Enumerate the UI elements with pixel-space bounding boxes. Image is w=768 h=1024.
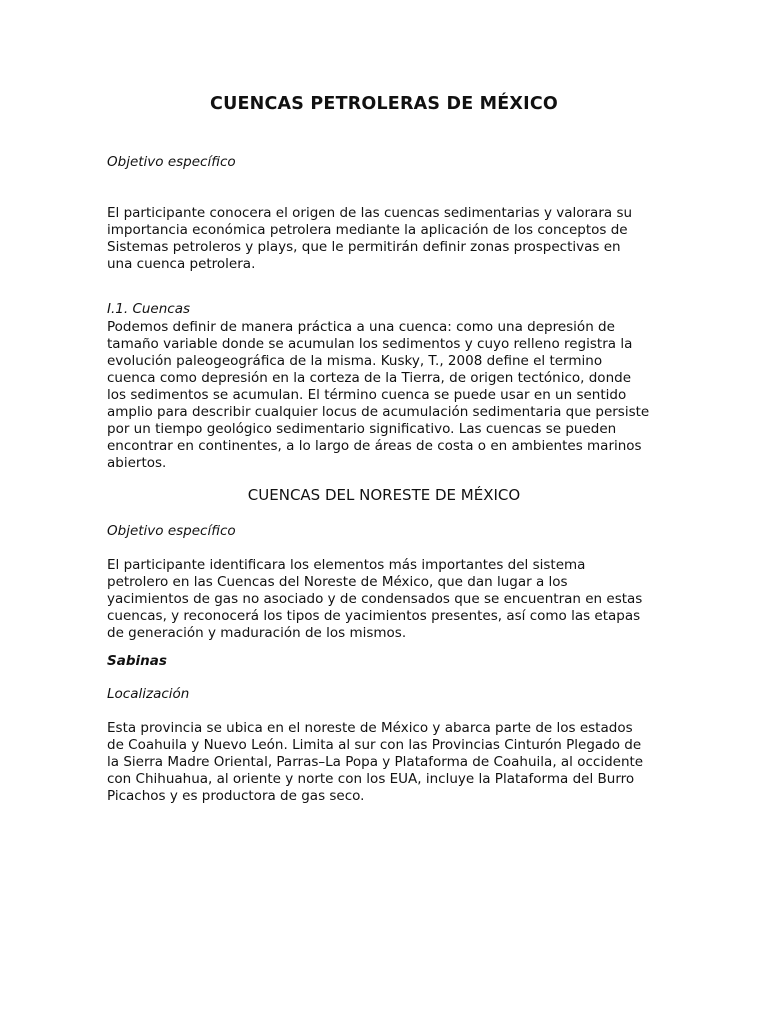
paragraph-line: por un tiempo geológico sedimentario significativo. Las cuencas se pueden — [107, 421, 617, 437]
paragraph-line: abiertos. — [107, 455, 167, 471]
localizacion-paragraph — [107, 720, 667, 805]
section-subtitle: CUENCAS DEL NORESTE DE MÉXICO — [247, 486, 521, 504]
paragraph-line: amplio para describir cualquier locus de acumulación sedimentaria que persiste — [107, 404, 650, 420]
sabinas-heading: Sabinas — [107, 653, 167, 669]
objective-label-2: Objetivo específico — [107, 523, 236, 539]
document-title: CUENCAS PETROLERAS DE MÉXICO — [210, 94, 558, 114]
paragraph-line: cuenca como depresión en la corteza de la Tierra, de origen tectónico, donde — [107, 370, 631, 386]
paragraph-line: una cuenca petrolera. — [107, 256, 256, 272]
paragraph-line: con Chihuahua, al oriente y norte con los EUA, incluye la Plataforma del Burro — [107, 771, 635, 787]
cuencas-section-label: I.1. Cuencas — [107, 301, 191, 317]
objective-label-1: Objetivo específico — [107, 154, 236, 170]
paragraph-line: evolución paleogeográfica de la misma. Kusky, T., 2008 define el termino — [107, 353, 603, 369]
paragraph-line: la Sierra Madre Oriental, Parras–La Popa y Plataforma de Coahuila, al occidente — [107, 754, 644, 770]
paragraph-line: yacimientos de gas no asociado y de condensados que se encuentran en estas — [107, 591, 643, 607]
paragraph-line: encontrar en continentes, a lo largo de áreas de costa o en ambientes marinos — [107, 438, 642, 454]
paragraph-line: Sistemas petroleros y plays, que le permitirán definir zonas prospectivas en — [107, 239, 621, 255]
cuencas-paragraph — [107, 319, 667, 472]
paragraph-line: tamaño variable donde se acumulan los sedimentos y cuyo relleno registra la — [107, 336, 633, 352]
paragraph-line: cuencas, y reconocerá los tipos de yacimientos presentes, así como las etapas — [107, 608, 641, 624]
paragraph-line: de Coahuila y Nuevo León. Limita al sur con las Provincias Cinturón Plegado de — [107, 737, 642, 753]
paragraph-line: petrolero en las Cuencas del Noreste de México, que dan lugar a los — [107, 574, 568, 590]
paragraph-line: Picachos y es productora de gas seco. — [107, 788, 365, 804]
objective-paragraph-1 — [107, 205, 667, 273]
paragraph-line: El participante identificara los elementos más importantes del sistema — [107, 557, 586, 573]
paragraph-line: Podemos definir de manera práctica a una cuenca: como una depresión de — [107, 319, 615, 335]
paragraph-line: los sedimentos se acumulan. El término cuenca se puede usar en un sentido — [107, 387, 627, 403]
objective-paragraph-2 — [107, 557, 667, 642]
paragraph-line: de generación y maduración de los mismos. — [107, 625, 407, 641]
localizacion-label: Localización — [107, 686, 190, 702]
paragraph-line: importancia económica petrolera mediante la aplicación de los conceptos de — [107, 222, 628, 238]
paragraph-line: El participante conocera el origen de las cuencas sedimentarias y valorara su — [107, 205, 633, 221]
paragraph-line: Esta provincia se ubica en el noreste de México y abarca parte de los estados — [107, 720, 633, 736]
